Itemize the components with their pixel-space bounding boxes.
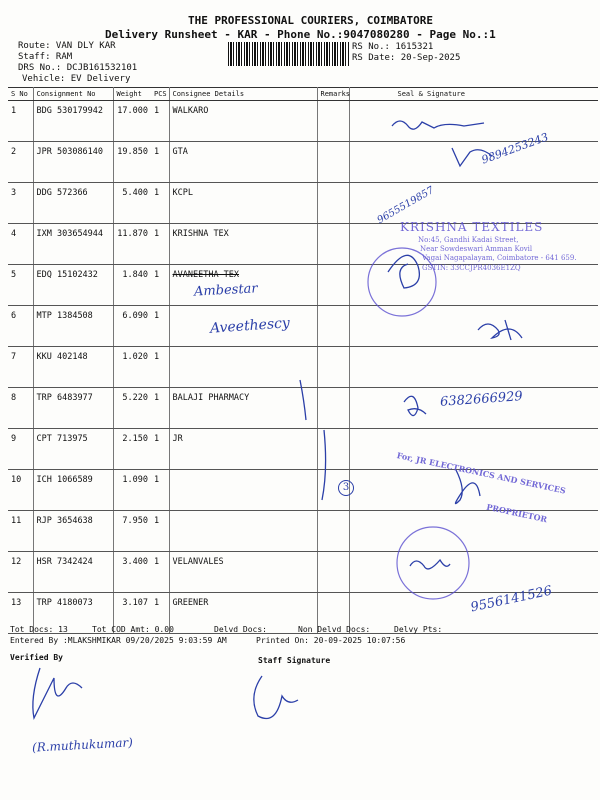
row-consignment: BDG 530179942 (33, 101, 113, 142)
row-sno: 2 (8, 142, 33, 183)
non-delvd-docs: Non Delvd Docs: (298, 625, 371, 634)
row-sno: 4 (8, 224, 33, 265)
runsheet-subtitle: Delivery Runsheet - KAR - Phone No.:9047080280 - Page No.:1 (105, 28, 496, 41)
row-weight: 19.850 (113, 142, 151, 183)
row-sno: 6 (8, 306, 33, 347)
row-sno: 8 (8, 388, 33, 429)
row-weight: 7.950 (113, 511, 151, 552)
row-consignment: JPR 503086140 (33, 142, 113, 183)
entered-by: Entered By :MLAKSHMIKAR 09/20/2025 9:03:59 AM (10, 636, 227, 645)
row-weight: 17.000 (113, 101, 151, 142)
row-consignment: KKU 402148 (33, 347, 113, 388)
delvd-docs: Delvd Docs: (214, 625, 267, 634)
row-consignee: JR (169, 429, 317, 470)
row-sno: 5 (8, 265, 33, 306)
staff-signature-label: Staff Signature (258, 656, 331, 665)
krishna-stamp-line1: No:45, Gandhi Kadai Street, (418, 236, 519, 244)
row-sno: 9 (8, 429, 33, 470)
row-pcs: 1 (151, 142, 169, 183)
col-sno: S No (8, 88, 33, 101)
row-sno: 13 (8, 593, 33, 634)
vehicle: Vehicle: EV Delivery (22, 74, 131, 84)
row12-round-stamp (397, 527, 469, 599)
row-weight: 6.090 (113, 306, 151, 347)
row-sno: 1 (8, 101, 33, 142)
row-consignment: MTP 1384508 (33, 306, 113, 347)
krishna-stamp-line3: Vagai Nagapalayam, Coimbatore - 641 659. (422, 254, 577, 262)
rs-no: RS No.: 1615321 (352, 42, 434, 52)
row-pcs: 1 (151, 224, 169, 265)
row-weight: 1.840 (113, 265, 151, 306)
row-consignment: TRP 4180073 (33, 593, 113, 634)
row-consignment: RJP 3654638 (33, 511, 113, 552)
row-pcs: 1 (151, 388, 169, 429)
row-weight: 5.400 (113, 183, 151, 224)
row-weight: 3.107 (113, 593, 151, 634)
signature-row1 (392, 121, 484, 129)
delvy-pts: Delvy Pts: (394, 625, 443, 634)
row-pcs: 1 (151, 552, 169, 593)
row-pcs: 1 (151, 183, 169, 224)
handwritten-row6: Aveethescy (209, 315, 291, 337)
handwritten-phone-row3: 9655519857 (375, 184, 437, 227)
row-pcs: 1 (151, 306, 169, 347)
row-weight: 2.150 (113, 429, 151, 470)
handwritten-phone-row8: 6382666929 (439, 389, 524, 410)
row-consignment: EDQ 15102432 (33, 265, 113, 306)
handwritten-verified-name: (R.muthukumar) (31, 735, 134, 755)
row-consignment: HSR 7342424 (33, 552, 113, 593)
row-consignment: IXM 303654944 (33, 224, 113, 265)
row-sno: 3 (8, 183, 33, 224)
tot-cod: Tot COD Amt: 0.00 (92, 625, 174, 634)
remarks-mark (300, 380, 326, 500)
row-sno: 12 (8, 552, 33, 593)
row-consignee: GREENER (169, 593, 317, 634)
col-consignment: Consignment No (33, 88, 113, 101)
row-consignee: BALAJI PHARMACY (169, 388, 317, 429)
col-remarks: Remarks (317, 88, 349, 101)
signature-row12 (410, 560, 450, 569)
row-consignment: DDG 572366 (33, 183, 113, 224)
handwritten-phone-row2: 9894253243 (479, 130, 551, 167)
row-pcs: 1 (151, 429, 169, 470)
row-consignee: AVANEETHA TEX (169, 265, 317, 306)
row-sno: 10 (8, 470, 33, 511)
col-pcs: PCS (151, 88, 169, 101)
signature-row6 (478, 320, 522, 340)
staff-signature-mark (254, 676, 298, 719)
col-weight: Weight (113, 88, 151, 101)
row-pcs: 1 (151, 101, 169, 142)
row-pcs: 1 (151, 593, 169, 634)
printed-on: Printed On: 20-09-2025 10:07:56 (256, 636, 406, 645)
verified-by-label: Verified By (10, 653, 63, 662)
krishna-stamp-line2: Near Sowdeswari Amman Kovil (420, 245, 533, 253)
krishna-stamp-gstin: GSTIN: 33CCJPR4036E1ZQ (422, 264, 521, 272)
col-seal: Seal & Signature (349, 88, 598, 101)
row-weight: 11.870 (113, 224, 151, 265)
company-title: THE PROFESSIONAL COURIERS, COIMBATORE (188, 14, 434, 27)
row-weight: 1.020 (113, 347, 151, 388)
row-sno: 11 (8, 511, 33, 552)
col-consignee: Consignee Details (169, 88, 317, 101)
row-pcs: 1 (151, 265, 169, 306)
tot-docs: Tot Docs: 13 (10, 625, 68, 634)
row-weight: 5.220 (113, 388, 151, 429)
signature-row8 (404, 396, 426, 415)
row-pcs: 1 (151, 470, 169, 511)
row-consignee: GTA (169, 142, 317, 183)
row-pcs: 1 (151, 347, 169, 388)
signature-row2 (452, 148, 492, 166)
route: Route: VAN DLY KAR (18, 41, 116, 51)
row-consignment: CPT 713975 (33, 429, 113, 470)
verified-signature (33, 668, 82, 718)
row-consignment: ICH 1066589 (33, 470, 113, 511)
row-consignee: WALKARO (169, 101, 317, 142)
row-weight: 1.090 (113, 470, 151, 511)
handwritten-phone-row13: 9556141526 (469, 583, 554, 616)
signature-row4 (388, 255, 419, 288)
row-weight: 3.400 (113, 552, 151, 593)
krishna-stamp-name: KRISHNA TEXTILES (400, 220, 544, 234)
row-sno: 7 (8, 347, 33, 388)
rs-date: RS Date: 20-Sep-2025 (352, 53, 461, 63)
row-pcs: 1 (151, 511, 169, 552)
drs-no: DRS No.: DCJB161532101 (18, 63, 138, 73)
row-consignee: KRISHNA TEX (169, 224, 317, 265)
jr-stamp-role: PROPRIETOR (485, 501, 549, 525)
jr-stamp-line: For, JR ELECTRONICS AND SERVICES (395, 450, 567, 496)
staff: Staff: RAM (18, 52, 73, 62)
row-consignee: KCPL (169, 183, 317, 224)
row-consignee: VELANVALES (169, 552, 317, 593)
handwritten-row5: Ambestar (193, 281, 258, 300)
circled-number: 3 (338, 480, 354, 496)
row-consignment: TRP 6483977 (33, 388, 113, 429)
